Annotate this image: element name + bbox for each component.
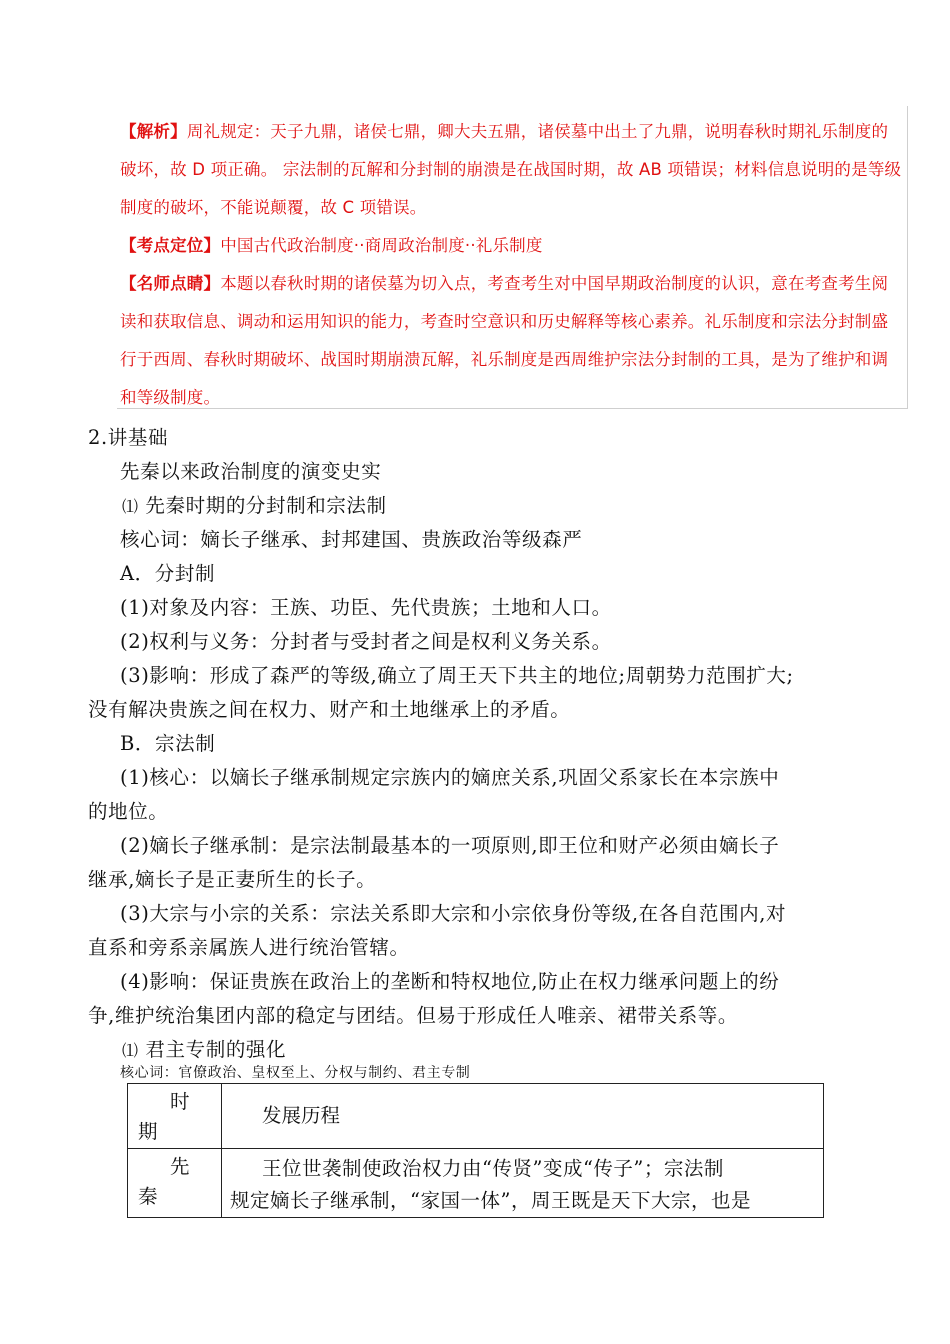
row-course-cell: 王位世袭制使政治权力由“传贤”变成“传子”；宗法制 规定嫡长子继承制，“家国一体”，周王既是天下大宗，也是 (222, 1149, 824, 1218)
b-item-2-line-2: 继承,嫡长子是正妻所生的长子。 (88, 868, 377, 891)
b-item-1-line-2: 的地位。 (88, 800, 169, 823)
row-period-cell: 先 秦 (128, 1149, 222, 1218)
a-item-1: (1)对象及内容：王族、功臣、先代贵族；土地和人口。 (120, 596, 612, 619)
sub-heading-1: ⑴ 先秦时期的分封制和宗法制 (122, 494, 387, 517)
b-item-2-line-1: (2)嫡长子继承制：是宗法制最基本的一项原则,即王位和财产必须由嫡长子 (120, 834, 780, 857)
analysis-line-1: 【解析】周礼规定：天子九鼎，诸侯七鼎，卿大夫五鼎，诸侯墓中出土了九鼎，说明春秋时期礼乐制度的 (120, 122, 889, 141)
b-title: B．宗法制 (120, 732, 216, 755)
core-words-1: 核心词：嫡长子继承、封邦建国、贵族政治等级森严 (120, 528, 583, 551)
intro: 先秦以来政治制度的演变史实 (120, 460, 382, 483)
kaodian-line: 【考点定位】中国古代政治制度··商周政治制度··礼乐制度 (120, 236, 543, 255)
sub-heading-2: ⑴ 君主专制的强化 (122, 1038, 287, 1061)
core-words-2: 核心词：官僚政治、皇权至上、分权与制约、君主专制 (120, 1065, 471, 1081)
a-item-2: (2)权利与义务：分封者与受封者之间是权利义务关系。 (120, 630, 612, 653)
history-table (127, 1083, 824, 1218)
b-item-3-line-2: 直系和旁系亲属族人进行统治管辖。 (88, 936, 410, 959)
mingshi-line-1: 【名师点睛】本题以春秋时期的诸侯墓为切入点，考查考生对中国早期政治制度的认识，意在考查考生阅 (120, 274, 889, 293)
b-item-1-line-1: (1)核心：以嫡长子继承制规定宗族内的嫡庶关系,巩固父系家长在本宗族中 (120, 766, 780, 789)
b-item-4-line-2: 争,维护统治集团内部的稳定与团结。但易于形成任人唯亲、裙带关系等。 (88, 1004, 738, 1027)
table-row (128, 1149, 824, 1218)
analysis-line-2: 破坏，故 D 项正确。 宗法制的瓦解和分封制的崩溃是在战国时期，故 AB 项错误；材料信息说明的是等级 (120, 160, 902, 179)
section-title: 2.讲基础 (88, 426, 169, 449)
a-item-3-line-1: (3)影响：形成了森严的等级,确立了周王天下共主的地位;周朝势力范围扩大; (120, 664, 794, 687)
analysis-line-3: 制度的破坏，不能说颠覆，故 C 项错误。 (120, 198, 427, 217)
table-header-row (128, 1084, 824, 1149)
mingshi-line-3: 行于西周、春秋时期破坏、战国时期崩溃瓦解，礼乐制度是西周维护宗法分封制的工具，是为了维护和调 (120, 350, 889, 369)
a-item-3-line-2: 没有解决贵族之间在权力、财产和土地继承上的矛盾。 (88, 698, 571, 721)
b-item-4-line-1: (4)影响：保证贵族在政治上的垄断和特权地位,防止在权力继承问题上的纷 (120, 970, 780, 993)
header-period-cell: 时 期 (128, 1084, 222, 1149)
a-title: A．分封制 (120, 562, 216, 585)
header-course-cell: 发展历程 (222, 1084, 824, 1149)
mingshi-line-2: 读和获取信息、调动和运用知识的能力，考查时空意识和历史解释等核心素养。礼乐制度和宗法分封制盛 (120, 312, 889, 331)
b-item-3-line-1: (3)大宗与小宗的关系：宗法关系即大宗和小宗依身份等级,在各自范围内,对 (120, 902, 787, 925)
mingshi-line-4: 和等级制度。 (120, 388, 221, 407)
